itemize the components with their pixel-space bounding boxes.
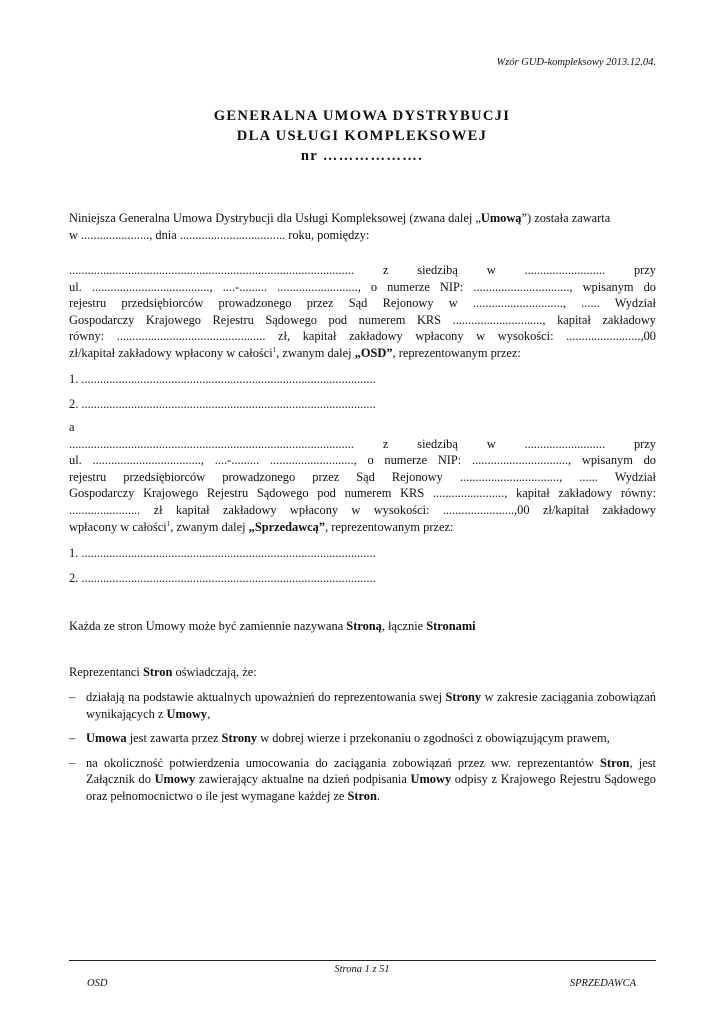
list-item: – działają na podstawie aktualnych upoważnień do reprezentowania swej Strony w zakresie zaciągania zobowiązań wynikających z Umowy, (69, 690, 656, 721)
footnote-ref: 1 (272, 345, 277, 354)
contract-number: nr ………………. (300, 148, 424, 164)
seller-line-3: rejestru przedsiębiorców prowadzonego przez Sąd Rejonowy ................................, ...... Wydział (69, 469, 656, 484)
term-umowa: Umową (480, 211, 522, 225)
seller-line-4: Gospodarczy Krajowego Rejestru Sądowego pod numerem KRS ......................., kapitał zakładowy równy: (69, 486, 656, 501)
osd-line-5: równy: ................................................ zł, kapitał zakładowy wpłacony w wysokości: ........................,00 (69, 329, 656, 344)
osd-line-3: rejestru przedsiębiorców prowadzonego przez Sąd Rejonowy w ............................., ...... Wydział (69, 296, 656, 311)
intro-place-date: w ......................, dnia .................................. roku, pomiędzy: (69, 227, 370, 242)
naming-paragraph: Każda ze stron Umowy może być zamiennie nazywana Stroną, łącznie Stronami (69, 619, 476, 633)
osd-party-block (69, 262, 656, 362)
list-item: – na okoliczność potwierdzenia umocowania do zaciągania zobowiązań przez ww. reprezentantów Stron, jest Załącznik do Umowy zawierający aktualne na dzień podpisania Umowy odpisy z Krajowego Rejestru Sądowego oraz pełnomocnictwo o ile jest wymagane każdej ze Stron. (69, 755, 656, 803)
seller-line-1: ............................................................................................ z siedzibą w .......................... przy (69, 436, 656, 451)
term-stron: Stron (142, 665, 173, 679)
term-strony: Stronami (426, 619, 476, 633)
conjunction-a: a (69, 420, 75, 434)
seller-line-5: ....................... zł kapitał zakładowy wpłacony w wysokości: .......................,00 zł/kapitał zakładowy (69, 502, 656, 517)
representations-list (69, 689, 656, 813)
osd-representative-2: 2. ............................................................................................... (69, 397, 376, 411)
term-sprzedawca: „Sprzedawcą” (248, 519, 326, 534)
osd-line-2: ul. ......................................, ....-......... .........................., o numerze NIP: ..............................., wpisanym do (69, 279, 656, 294)
seller-line-2: ul. ..................................., ....-......... ..........................., o numerze NIP: ..............................., wpisanym do (69, 453, 656, 468)
term-strona: Stroną (346, 619, 382, 633)
title-line-2: DLA USŁUGI KOMPLEKSOWEJ (236, 128, 488, 144)
title-line-1: GENERALNA UMOWA DYSTRYBUCJI (213, 108, 511, 124)
list-item: – Umowa jest zawarta przez Strony w dobrej wierze i przekonaniu o zgodności z obowiązującym prawem, (69, 731, 610, 746)
seller-party-block (69, 419, 656, 535)
osd-line-4: Gospodarczy Krajowego Rejestru Sądowego pod numerem KRS ............................., kapitał zakładowy (69, 312, 656, 327)
osd-representative-1: 1. ............................................................................................... (69, 372, 376, 386)
dash-bullet-icon: – (69, 731, 76, 746)
representations-lead: Reprezentanci Stron oświadczają, że: (69, 665, 257, 679)
footer-osd-label: OSD (87, 978, 108, 989)
intro-paragraph: Niniejsza Generalna Umowa Dystrybucji dla Usługi Kompleksowej (zwana dalej „Umową”) została zawarta w ......................, dnia .................................. roku, pomiędzy: (69, 210, 656, 243)
dash-bullet-icon: – (69, 755, 76, 770)
osd-line-6: zł/kapitał zakładowy wpłacony w całości$^1$, zwanym dalej „OSD”, reprezentowanym przez: (69, 345, 521, 360)
footer-seller-label: SPRZEDAWCA (569, 978, 636, 989)
seller-line-6: wpłacony w całości$^1$, zwanym dalej „Sprzedawcą”, reprezentowanym przez: (69, 519, 454, 534)
dash-bullet-icon: – (69, 690, 76, 704)
seller-representative-1: 1. ............................................................................................... (69, 546, 376, 560)
footer-divider (69, 960, 656, 961)
osd-line-1: ............................................................................................ z siedzibą w .......................... przy (69, 263, 656, 277)
template-version-label: Wzór GUD-kompleksowy 2013.12.04. (496, 57, 656, 68)
term-osd: „OSD” (354, 345, 393, 360)
footnote-ref: 1 (166, 519, 171, 528)
page-number: Strona 1 z 51 (334, 964, 390, 975)
seller-representative-2: 2. ............................................................................................... (69, 571, 376, 585)
